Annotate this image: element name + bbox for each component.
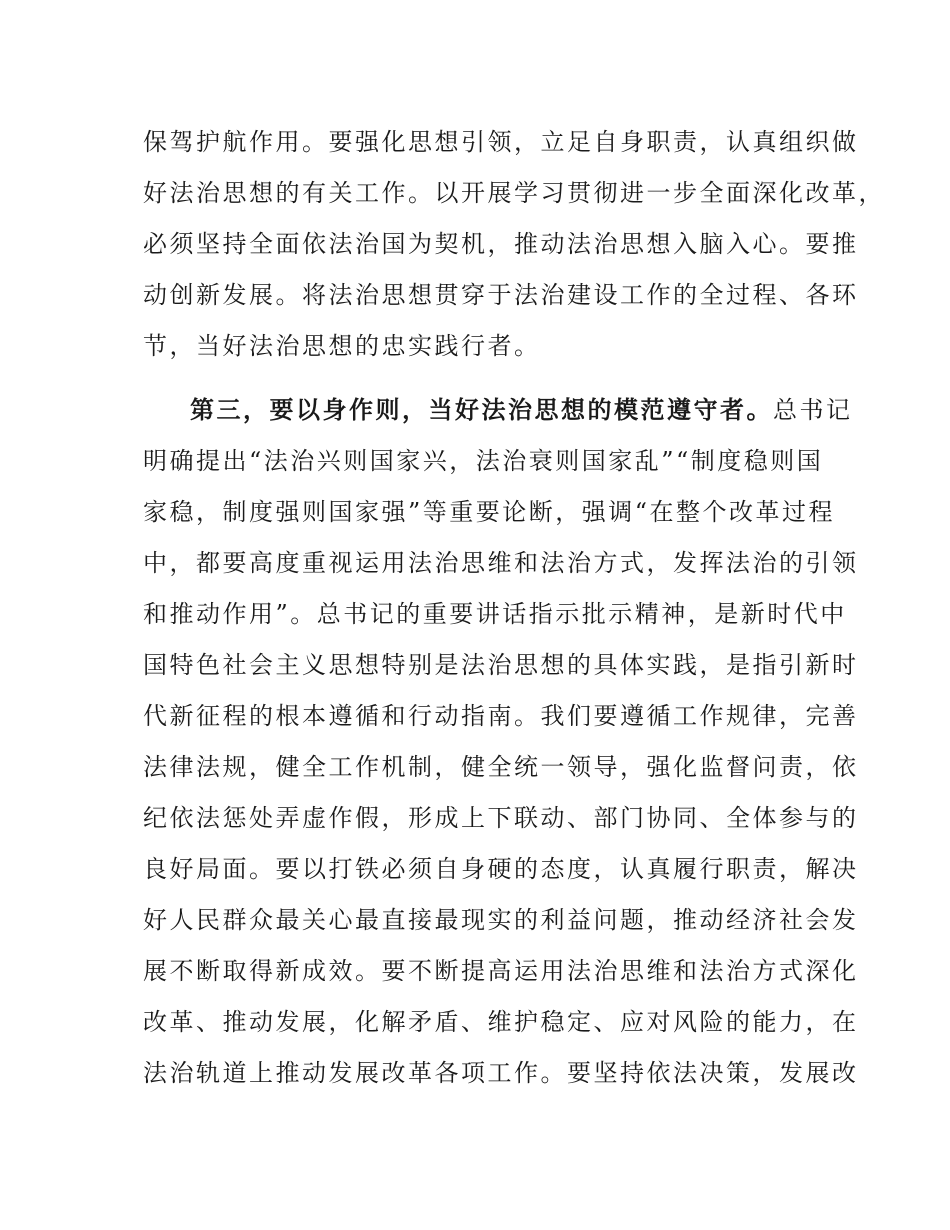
section-heading: 第三，要以身作则，当好法治思想的模范遵守者。 bbox=[190, 396, 773, 424]
text-line: 保驾护航作用。要强化思想引领，立足自身职责，认真组织做 bbox=[143, 128, 859, 156]
text-line: 纪依法惩处弄虚作假，形成上下联动、部门协同、全体参与的 bbox=[143, 804, 859, 832]
text-line: 法律法规，健全工作机制，健全统一领导，强化监督问责，依 bbox=[143, 753, 859, 781]
text-line: 和推动作用”。总书记的重要讲话指示批示精神，是新时代中 bbox=[143, 600, 847, 628]
heading-tail-text: 总书记 bbox=[773, 396, 853, 424]
text-line: 良好局面。要以打铁必须自身硬的态度，认真履行职责，解决 bbox=[143, 855, 859, 883]
text-line: 代新征程的根本遵循和行动指南。我们要遵循工作规律，完善 bbox=[143, 702, 859, 730]
text-line: 法治轨道上推动发展改革各项工作。要坚持依法决策，发展改 bbox=[143, 1059, 859, 1087]
text-line: 节，当好法治思想的忠实践行者。 bbox=[143, 332, 541, 360]
text-line: 动创新发展。将法治思想贯穿于法治建设工作的全过程、各环 bbox=[143, 281, 859, 309]
text-line: 中，都要高度重视运用法治思维和法治方式，发挥法治的引领 bbox=[143, 549, 859, 577]
text-line: 家稳，制度强则国家强”等重要论断，强调“在整个改革过程 bbox=[143, 498, 836, 526]
text-line: 国特色社会主义思想特别是法治思想的具体实践，是指引新时 bbox=[143, 651, 859, 679]
text-line: 必须坚持全面依法治国为契机，推动法治思想入脑入心。要推 bbox=[143, 230, 859, 258]
text-line: 好人民群众最关心最直接最现实的利益问题，推动经济社会发 bbox=[143, 906, 859, 934]
text-line: 展不断取得新成效。要不断提高运用法治思维和法治方式深化 bbox=[143, 957, 859, 985]
text-line: 改革、推动发展，化解矛盾、维护稳定、应对风险的能力，在 bbox=[143, 1008, 859, 1036]
text-line: 好法治思想的有关工作。以开展学习贯彻进一步全面深化改革， bbox=[143, 179, 885, 207]
paragraph-first-line bbox=[190, 395, 853, 425]
text-line: 明确提出“法治兴则国家兴，法治衰则国家乱”“制度稳则国 bbox=[143, 447, 824, 475]
